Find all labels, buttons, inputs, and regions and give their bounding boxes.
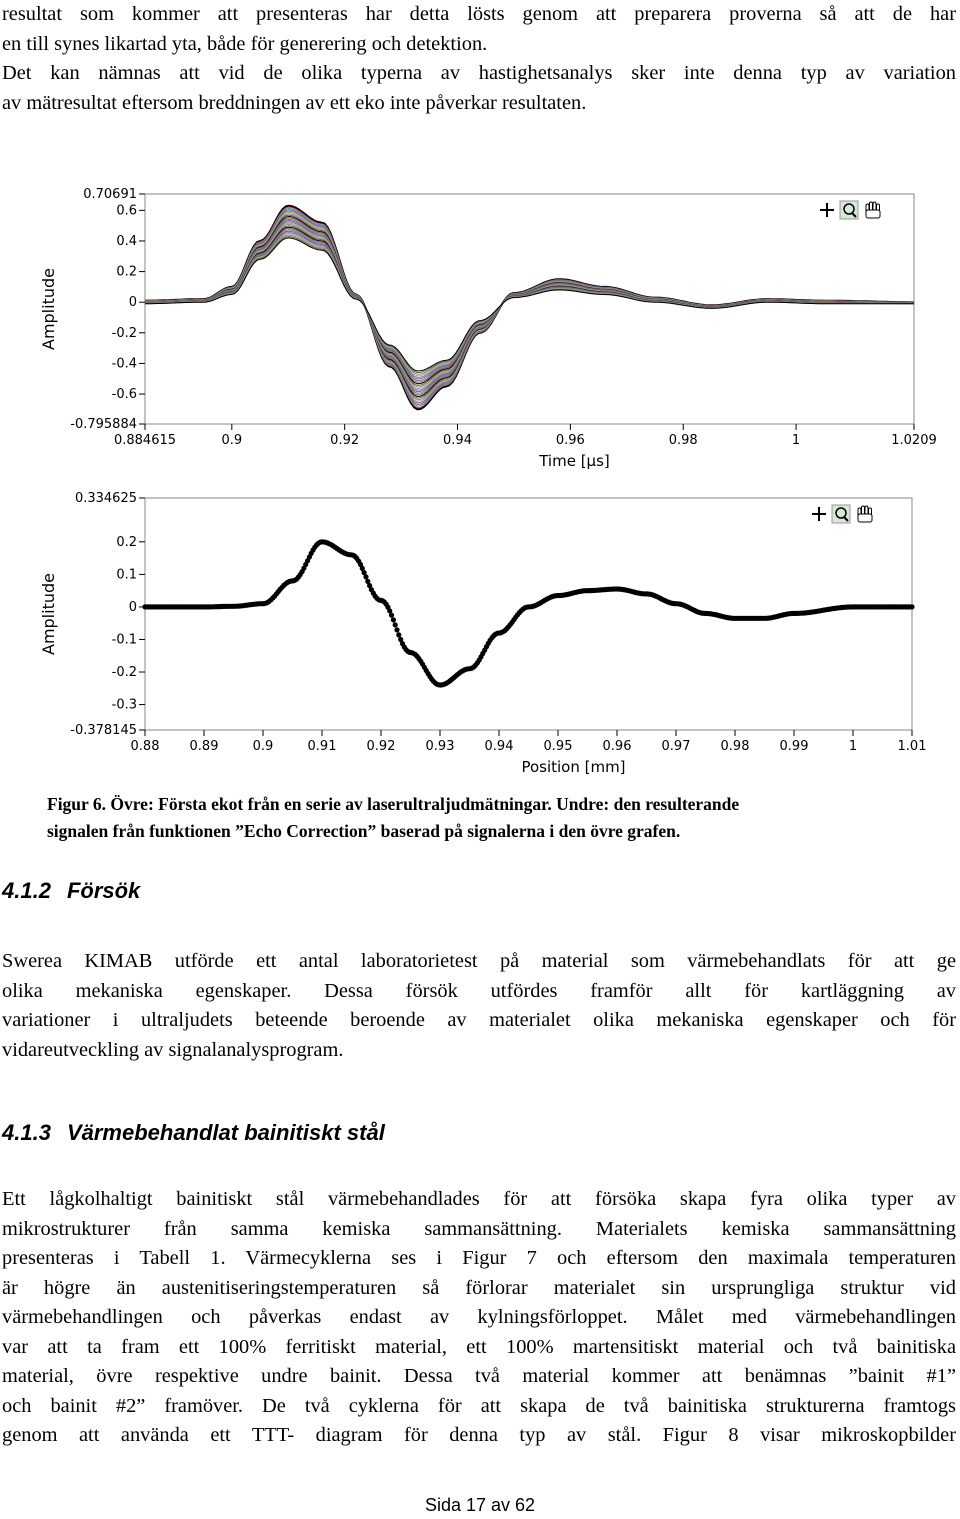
x-tick-label: 0.92: [366, 739, 396, 754]
x-tick-label: 0.9: [221, 433, 243, 448]
signal-point: [391, 617, 396, 622]
y-tick-label: 0.4: [116, 233, 137, 249]
y-tick-label: -0.6: [111, 387, 137, 403]
x-tick-label: 0.98: [668, 433, 698, 448]
text-line: material, övre respektive undre bainit. Dessa två material kommer att benämnas ”bainit #1”: [2, 1365, 956, 1387]
lower-echo-correction-plot: [30, 488, 940, 788]
x-axis-label: Time [µs]: [539, 452, 610, 470]
signal-point: [394, 627, 399, 632]
hand-palm: [858, 514, 872, 522]
text-line: resultat som kommer att presenteras har detta lösts genom att preparera proverna så att de har: [2, 3, 956, 25]
signal-point: [363, 574, 368, 579]
signal-point: [909, 604, 914, 609]
y-tick-label: -0.795884: [70, 417, 137, 432]
x-tick-label: 0.97: [661, 739, 691, 754]
caption-line: signalen från funktionen ”Echo Correction” baserad på signalerna i den övre grafen.: [47, 821, 681, 841]
x-tick-label: 0.92: [330, 433, 360, 448]
y-tick-label: 0.334625: [74, 491, 137, 506]
text-line: Det kan nämnas att vid de olika typerna av hastighetsanalys sker inte denna typ av variation: [2, 62, 956, 84]
x-tick-label: 0.99: [779, 739, 809, 754]
signal-point: [396, 632, 401, 637]
x-tick-label: 1.0209: [891, 433, 937, 448]
y-tick-label: -0.4: [111, 356, 137, 372]
x-tick-label: 1: [848, 739, 858, 754]
section-number: 4.1.2: [2, 878, 51, 903]
text-line: olika mekaniska egenskaper. Dessa försök utfördes framför allt för kartläggning av: [2, 979, 956, 1002]
y-tick-label: 0.2: [116, 264, 137, 280]
x-tick-label: 0.96: [555, 433, 585, 448]
text-line: Ett lågkolhaltigt bainitiskt stål värmebehandlades för att försöka skapa fyra olika typer av: [2, 1188, 956, 1210]
caption-line: Figur 6. Övre: Första ekot från en serie av laserultraljudmätningar. Undre: den resulterande: [47, 794, 740, 814]
x-tick-label: 0.96: [602, 739, 632, 754]
pan-hand-icon: [858, 506, 872, 522]
section-paragraph: [2, 947, 956, 1065]
y-axis-label: Amplitude: [39, 268, 58, 350]
x-axis-label: Position [mm]: [521, 758, 626, 776]
y-tick-label: -0.2: [111, 665, 137, 681]
zoom-icon: [840, 201, 858, 219]
y-tick-label: -0.3: [111, 697, 137, 713]
x-tick-label: 0.94: [443, 433, 472, 448]
section-number: 4.1.3: [2, 1120, 51, 1145]
text-line: av mätresultat eftersom breddningen av ett eko inte påverkar resultaten.: [2, 91, 587, 114]
x-tick-label: 0.88: [130, 739, 160, 754]
x-tick-label: 0.95: [543, 739, 573, 754]
x-tick-label: 1: [791, 433, 801, 448]
text-line: är högre än austenitiseringstemperaturen så förlorar materialet sin ursprungliga struktur vid: [2, 1276, 956, 1299]
y-tick-label: 0: [128, 295, 137, 311]
section-title: Värmebehandlat bainitiskt stål: [66, 1120, 385, 1145]
text-line: Swerea KIMAB utförde ett antal laboratorietest på material som värmebehandlats för att ge: [2, 950, 956, 972]
text-line: variationer i ultraljudets beteende beroende av materialet olika mekaniska egenskaper och för: [2, 1009, 956, 1031]
y-tick-label: 0: [128, 599, 137, 615]
y-tick-label: -0.378145: [70, 723, 137, 738]
y-tick-label: 0.2: [116, 534, 137, 550]
text-line: värmebehandlingen och påverkas endast av kylningsförloppet. Målet med värmebehandlingen: [2, 1306, 956, 1328]
hand-palm: [866, 210, 880, 218]
upper-waveform-plot: [30, 182, 940, 482]
x-tick-label: 0.9: [252, 739, 274, 754]
y-tick-label: -0.2: [111, 325, 137, 341]
zoom-icon: [832, 505, 850, 523]
y-tick-label: 0.6: [116, 203, 137, 219]
section-paragraph: [2, 1185, 956, 1451]
x-tick-label: 0.89: [189, 739, 219, 754]
y-tick-label: 0.1: [116, 567, 137, 583]
signal-point: [393, 622, 398, 627]
page-number: Sida 17 av 62: [424, 1495, 536, 1515]
signal-point: [389, 613, 394, 618]
text-line: och bainit #2” framöver. De två cyklerna för att skapa de två bainitiska strukturerna framtogs: [2, 1394, 956, 1417]
x-tick-label: 0.98: [720, 739, 750, 754]
text-line: var att ta fram ett 100% ferritiskt material, ett 100% martensitiskt material och två bainitiska: [2, 1335, 956, 1358]
x-tick-label: 0.884615: [113, 433, 177, 448]
pan-hand-icon: [866, 202, 880, 218]
plot-area: [145, 194, 914, 424]
text-line: en till synes likartad yta, både för generering och detektion.: [2, 32, 488, 55]
figure-caption: [47, 791, 927, 845]
text-line: vidareutveckling av signalanalysprogram.: [2, 1038, 344, 1061]
section-heading: [2, 878, 140, 904]
intro-paragraph: [2, 0, 956, 118]
section-heading: [2, 1120, 385, 1146]
x-tick-label: 1.01: [897, 739, 927, 754]
y-tick-label: -0.1: [111, 632, 137, 648]
y-axis-label: Amplitude: [39, 573, 58, 655]
x-tick-label: 0.93: [425, 739, 455, 754]
section-title: Försök: [66, 878, 141, 903]
x-tick-label: 0.91: [307, 739, 337, 754]
text-line: presenteras i Tabell 1. Värmecyklerna ses i Figur 7 och eftersom den maximala temperaturen: [2, 1247, 956, 1269]
x-tick-label: 0.94: [484, 739, 514, 754]
text-line: genom att använda ett TTT- diagram för denna typ av stål. Figur 8 visar mikroskopbilder: [2, 1424, 956, 1446]
text-line: mikrostrukturer från samma kemiska sammansättning. Materialets kemiska sammansättning: [2, 1217, 956, 1240]
y-tick-label: 0.70691: [83, 187, 137, 202]
